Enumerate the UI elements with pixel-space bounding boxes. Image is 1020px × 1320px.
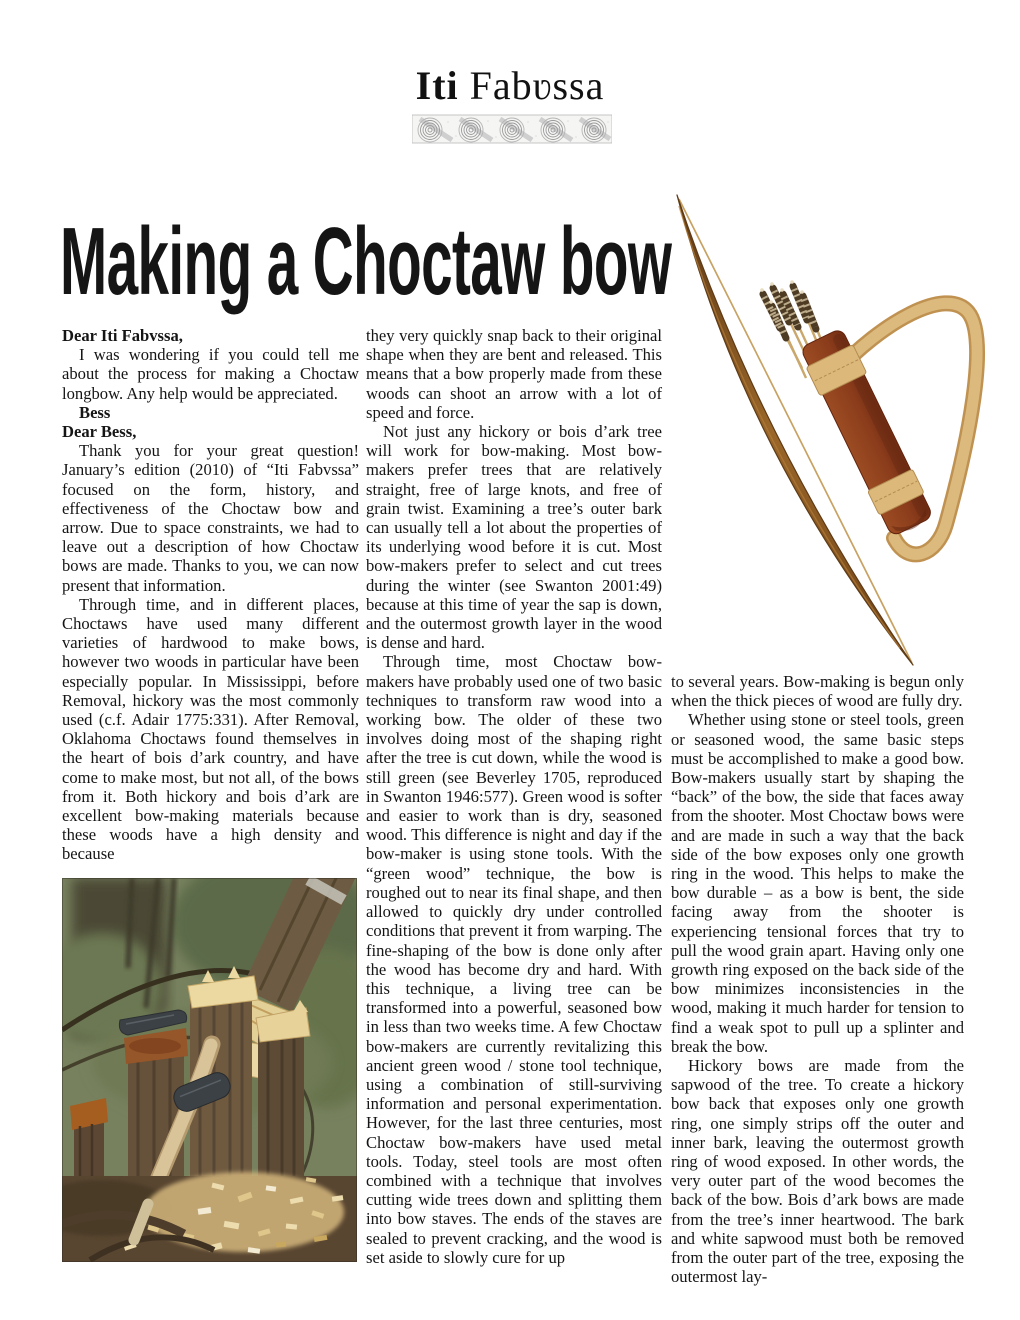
paragraph: Through time, and in different places, Choctaws have used many different varieties of hardwood to make bows, however two woods in particular have been especially popular. In Mississippi, before Removal, hickory was the most commonly used (c.f. Adair 1775:331). After Removal, Oklahoma Choctaws found themselves in the heart of bois d’ark country, and have come to make most, but not all, of the bows from it. Both hickory and bois d’ark are excellent bow-making materials because these woods have a high density and because [62, 594, 359, 864]
salutation: Dear Bess, [62, 422, 137, 442]
paragraph: Hickory bows are made from the sapwood of the tree. To create a hickory bow back that exposes only one growth ring, one simply strips off the outer and inner bark, leaving the outermost growth ring of wood exposed. In other words, the very outer part of the wood becomes the back of the bow. Bois d’ark bows are made from the tree’s inner heartwood. The bark and white sapwood must both be removed from the outer part of the tree, exposing the outermost lay- [671, 1056, 964, 1287]
signature: Bess [79, 402, 111, 422]
masthead-title [0, 64, 1020, 108]
paragraph: they very quickly snap back to their original shape when they are bent and released. This means that a bow properly made from these woods can shoot an arrow with a lot of speed and force. [366, 326, 662, 422]
masthead-word-iti: Iti [415, 63, 459, 108]
article-headline: Making a Choctaw bow [60, 208, 672, 315]
quiver [797, 327, 937, 540]
article-column-1 [62, 326, 359, 864]
salutation: Dear Iti Fabvssa, [62, 326, 183, 345]
paragraph: Thank you for your great question! January’s edition (2010) of “Iti Fabvssa” focused on the form, history, and effectiveness of the Choctaw bow and arrow. Due to space constraints, we had to leave out a description of how Choctaw bows are made. Thanks to you, we can now present that information. [62, 441, 359, 595]
paragraph: Through time, most Choctaw bow-makers have probably used one of two basic techniques to transform raw wood into a working bow. The older of these two involves doing most of the shaping right after the tree is cut down, while the wood is still green (see Beverley 1705, reproduced in Swanton 1946:577). Green wood is softer and easier to work than is dry, seasoned wood. This difference is night and day if the bow-maker is using stone tools. With the “green wood” technique, the bow is roughed out to near its final shape, and then allowed to quickly dry under controlled conditions that prevent it from warping. The fine-shaping of the bow is done only after the wood has become dry and hard. With this technique, a living tree can be transformed into a powerful, seasoned bow in less than two weeks time. A few Choctaw bow-makers are currently revitalizing this ancient green wood / stone tool technique, using a combination of still-surviving information and personal experimentation. However, for the last three centuries, most Choctaw bow-makers have used metal tools. Today, steel tools are most often combined with a technique that involves cutting wide trees down and splitting them into bow staves. The ends of the staves are sealed to prevent cracking, and the wood is set aside to slowly cure for up [366, 652, 662, 1267]
paragraph: Whether using stone or steel tools, green or seasoned wood, the same basic steps must be accomplished to make a good bow. Bow-makers usually start by shaping the “back” of the bow, the side that faces away from the shooter. Most Choctaw bows were and are made in such a way that the back side of the bow exposes only one growth ring in the wood. This helps to make the bow durable – as a bow is bent, the side facing away from the shooter is experiencing tensional forces that try to pull the wood grain apart. Having only one growth ring exposed on the back side of the bow minimizes inconsistencies in the wood, making it much harder for tension to find a weak spot to pull up a splinter and break the bow. [671, 710, 964, 1056]
paragraph: Not just any hickory or bois d’ark tree will work for bow-making. Most bow-makers prefer trees that are relatively straight, free of large knots, and free of grain twist. Examining a tree’s outer bark can usually tell a lot about the properties of its underlying wood before it is cut. Most bow-makers prefer to select and cut trees during the winter (see Swanton 2001:49) because at this time of year the sap is down, and the outermost growth layer in the wood is dense and hard. [366, 422, 662, 653]
paragraph: to several years. Bow-making is begun only when the thick pieces of wood are fully dry. [671, 672, 964, 711]
ground [62, 1172, 357, 1262]
spiral-ornament [412, 114, 612, 144]
article-column-2 [366, 326, 662, 1267]
article-column-3 [671, 672, 964, 1287]
masthead-word-fabvssa: Fabʋssa [469, 63, 605, 108]
paragraph: I was wondering if you could tell me about the process for making a Choctaw longbow. Any help would be appreciated. [62, 345, 359, 403]
bow-quiver-illustration [650, 186, 1018, 672]
bow-making-photo [62, 878, 357, 1262]
